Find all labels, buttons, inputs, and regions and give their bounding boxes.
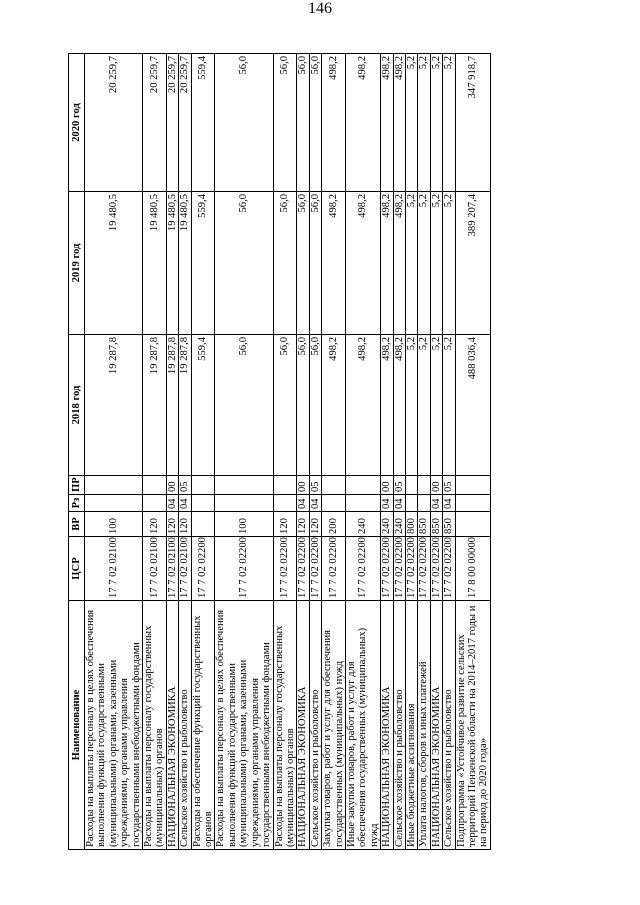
table-row: [297, 54, 309, 850]
row-2018: 5,2: [430, 335, 442, 476]
row-2019: 498,2: [381, 192, 393, 335]
page-number: 146: [308, 0, 332, 17]
table-row: [273, 54, 297, 850]
table-row: [418, 54, 430, 850]
row-csr: 17 7 02 02200: [381, 537, 393, 601]
table-row: [179, 54, 191, 850]
row-csr: 17 7 02 02200: [322, 537, 346, 601]
row-vr: 850: [430, 512, 442, 537]
row-csr: 17 7 02 02200: [430, 537, 442, 601]
row-2019: 5,2: [430, 192, 442, 335]
row-name: Сельское хозяйство и рыболовство: [393, 601, 405, 850]
row-pr: 00: [166, 476, 178, 495]
table-row: [345, 54, 380, 850]
header-vr: ВР: [69, 512, 85, 537]
row-2020: 20 259,7: [166, 54, 178, 192]
row-csr: 17 7 02 02200: [215, 537, 273, 601]
row-pr: 00: [430, 476, 442, 495]
row-name: НАЦИОНАЛЬНАЯ ЭКОНОМИКА: [430, 601, 442, 850]
row-2018: 498,2: [322, 335, 346, 476]
row-2018: 498,2: [393, 335, 405, 476]
row-vr: 120: [166, 512, 178, 537]
table-body: [85, 54, 491, 850]
table-row: [309, 54, 321, 850]
row-rz: 04: [443, 495, 455, 512]
row-csr: 17 7 02 02200: [393, 537, 405, 601]
row-2020: 20 259,7: [85, 54, 143, 192]
row-2018: 488 036,4: [455, 335, 490, 476]
row-vr: 120: [143, 512, 167, 537]
row-rz: [191, 495, 215, 512]
row-2019: 5,2: [443, 192, 455, 335]
row-name: Иные закупки товаров, работ и услуг для обеспечения государственных (муниципальных) нужд: [345, 601, 380, 850]
row-rz: [405, 495, 417, 512]
row-vr: 850: [443, 512, 455, 537]
row-name: Расходы на выплаты персоналу в целях обеспечения выполнения функций государственными (муниципальными) органами, казенными учреждениями, органами управления государственными внебюджетными фондами: [85, 601, 143, 850]
row-csr: 17 7 02 02100: [166, 537, 178, 601]
table-row: [166, 54, 178, 850]
row-2019: 56,0: [215, 192, 273, 335]
table-row: [191, 54, 215, 850]
row-2019: 5,2: [418, 192, 430, 335]
table-row: [381, 54, 393, 850]
table-row: [455, 54, 490, 850]
row-2019: 498,2: [393, 192, 405, 335]
row-vr: 120: [179, 512, 191, 537]
table-row: [393, 54, 405, 850]
row-2018: 559,4: [191, 335, 215, 476]
header-csr: ЦСР: [69, 537, 85, 601]
table-row: [430, 54, 442, 850]
header-name: Наименование: [69, 601, 85, 850]
row-csr: 17 7 02 02100: [85, 537, 143, 601]
row-2020: 5,2: [430, 54, 442, 192]
row-rz: 04: [297, 495, 309, 512]
row-name: Сельское хозяйство и рыболовство: [179, 601, 191, 850]
row-2020: 20 259,7: [143, 54, 167, 192]
row-name: Расходы на выплаты персоналу в целях обеспечения выполнения функций государственными (муниципальными) органами, казенными учреждениями, органами управления государственными внебюджетными фондами: [215, 601, 273, 850]
row-rz: 04: [430, 495, 442, 512]
row-name: Расходы на обеспечение функций государственных органов: [191, 601, 215, 850]
header-rz: Рз: [69, 495, 85, 512]
row-2019: 19 480,5: [179, 192, 191, 335]
row-vr: [191, 512, 215, 537]
row-name: НАЦИОНАЛЬНАЯ ЭКОНОМИКА: [381, 601, 393, 850]
row-name: НАЦИОНАЛЬНАЯ ЭКОНОМИКА: [297, 601, 309, 850]
row-2019: 56,0: [309, 192, 321, 335]
row-name: Уплата налогов, сборов и иных платежей: [418, 601, 430, 850]
row-2020: 56,0: [309, 54, 321, 192]
row-2019: 19 480,5: [85, 192, 143, 335]
row-2020: 5,2: [418, 54, 430, 192]
row-name: Расходы на выплаты персоналу государственных (муниципальных) органов: [273, 601, 297, 850]
row-name: Сельское хозяйство и рыболовство: [309, 601, 321, 850]
rotated-page-content: [68, 54, 556, 850]
row-2019: 19 480,5: [143, 192, 167, 335]
row-name: Сельское хозяйство и рыболовство: [443, 601, 455, 850]
row-vr: 200: [322, 512, 346, 537]
row-2018: 56,0: [297, 335, 309, 476]
row-2020: 559,4: [191, 54, 215, 192]
row-name: Закупка товаров, работ и услуг для обеспечения государственных (муниципальных) нужд: [322, 601, 346, 850]
row-csr: 17 7 02 02200: [405, 537, 417, 601]
row-csr: 17 7 02 02200: [273, 537, 297, 601]
row-2018: 498,2: [345, 335, 380, 476]
row-2019: 498,2: [345, 192, 380, 335]
row-pr: [215, 476, 273, 495]
row-rz: 04: [309, 495, 321, 512]
row-2019: 498,2: [322, 192, 346, 335]
row-csr: 17 8 00 00000: [455, 537, 490, 601]
row-pr: 05: [179, 476, 191, 495]
row-vr: 240: [381, 512, 393, 537]
row-csr: 17 7 02 02100: [179, 537, 191, 601]
row-2020: 56,0: [215, 54, 273, 192]
row-2018: 19 287,8: [166, 335, 178, 476]
row-2018: 5,2: [405, 335, 417, 476]
row-rz: [455, 495, 490, 512]
row-rz: 04: [166, 495, 178, 512]
row-csr: 17 7 02 02100: [143, 537, 167, 601]
row-pr: [191, 476, 215, 495]
table-row: [322, 54, 346, 850]
row-csr: 17 7 02 02200: [297, 537, 309, 601]
row-pr: 05: [443, 476, 455, 495]
row-vr: [455, 512, 490, 537]
row-2018: 19 287,8: [85, 335, 143, 476]
row-pr: [418, 476, 430, 495]
row-pr: [345, 476, 380, 495]
row-2018: 56,0: [215, 335, 273, 476]
row-rz: 04: [179, 495, 191, 512]
row-2019: 19 480,5: [166, 192, 178, 335]
row-2018: 56,0: [309, 335, 321, 476]
row-name: Расходы на выплаты персоналу государственных (муниципальных) органов: [143, 601, 167, 850]
row-csr: 17 7 02 02200: [443, 537, 455, 601]
row-2018: 56,0: [273, 335, 297, 476]
row-csr: 17 7 02 02200: [345, 537, 380, 601]
row-rz: [215, 495, 273, 512]
table-row: [85, 54, 143, 850]
row-2018: 19 287,8: [143, 335, 167, 476]
row-2020: 5,2: [443, 54, 455, 192]
table-row: [215, 54, 273, 850]
row-vr: 120: [273, 512, 297, 537]
row-vr: 240: [345, 512, 380, 537]
row-2020: 20 259,7: [179, 54, 191, 192]
row-pr: [143, 476, 167, 495]
row-2020: 56,0: [297, 54, 309, 192]
row-2018: 5,2: [443, 335, 455, 476]
budget-table: [68, 53, 491, 850]
row-2020: 347 918,7: [455, 54, 490, 192]
row-csr: 17 7 02 02200: [418, 537, 430, 601]
row-2019: 56,0: [297, 192, 309, 335]
row-2019: 559,4: [191, 192, 215, 335]
row-pr: [85, 476, 143, 495]
row-pr: 00: [297, 476, 309, 495]
row-pr: 00: [381, 476, 393, 495]
row-rz: 04: [393, 495, 405, 512]
table-row: [405, 54, 417, 850]
row-vr: 240: [393, 512, 405, 537]
row-vr: 120: [309, 512, 321, 537]
row-csr: 17 7 02 02200: [191, 537, 215, 601]
row-2018: 19 287,8: [179, 335, 191, 476]
table-row: [443, 54, 455, 850]
row-vr: 800: [405, 512, 417, 537]
row-2019: 389 207,4: [455, 192, 490, 335]
row-2020: 498,2: [322, 54, 346, 192]
row-name: НАЦИОНАЛЬНАЯ ЭКОНОМИКА: [166, 601, 178, 850]
row-pr: 05: [393, 476, 405, 495]
row-pr: 05: [309, 476, 321, 495]
row-rz: [273, 495, 297, 512]
row-rz: [85, 495, 143, 512]
row-rz: [143, 495, 167, 512]
row-rz: [322, 495, 346, 512]
row-name: Иные бюджетные ассигнования: [405, 601, 417, 850]
row-rz: 04: [381, 495, 393, 512]
row-2019: 56,0: [273, 192, 297, 335]
row-name: Подпрограмма «Устойчивое развитие сельских территорий Пензенской области на 2014–2017 годы и на период до 2020 года»: [455, 601, 490, 850]
row-vr: 850: [418, 512, 430, 537]
row-vr: 100: [85, 512, 143, 537]
row-pr: [405, 476, 417, 495]
row-pr: [273, 476, 297, 495]
header-2020: 2020 год: [69, 54, 85, 192]
row-2019: 5,2: [405, 192, 417, 335]
row-rz: [418, 495, 430, 512]
row-vr: 100: [215, 512, 273, 537]
header-2018: 2018 год: [69, 335, 85, 476]
row-2020: 5,2: [405, 54, 417, 192]
table-header-row: [69, 54, 85, 850]
header-2019: 2019 год: [69, 192, 85, 335]
row-rz: [345, 495, 380, 512]
row-csr: 17 7 02 02200: [309, 537, 321, 601]
row-2020: 498,2: [393, 54, 405, 192]
row-pr: [322, 476, 346, 495]
row-2018: 498,2: [381, 335, 393, 476]
row-2020: 56,0: [273, 54, 297, 192]
row-2020: 498,2: [345, 54, 380, 192]
row-2020: 498,2: [381, 54, 393, 192]
header-pr: ПР: [69, 476, 85, 495]
table-row: [143, 54, 167, 850]
row-pr: [455, 476, 490, 495]
row-vr: 120: [297, 512, 309, 537]
row-2018: 5,2: [418, 335, 430, 476]
